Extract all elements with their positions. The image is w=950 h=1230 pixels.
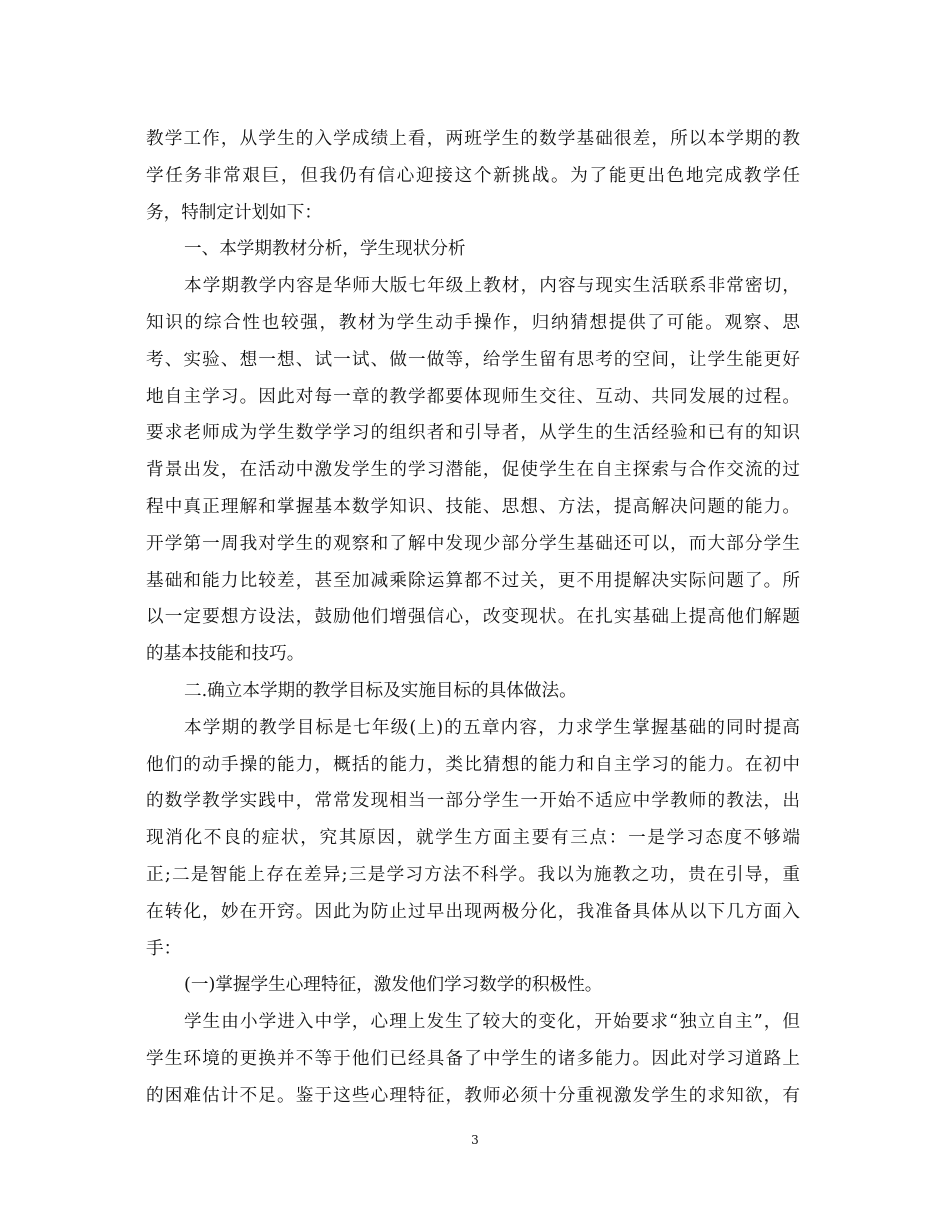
text-line: 手： — [146, 938, 182, 959]
text-line: 正;二是智能上存在差异;三是学习方法不科学。我以为施教之功，贵在引导，重 — [146, 864, 800, 885]
text-line: 在转化，妙在开窍。因此为防止过早出现两极分化，我准备具体从以下几方面入 — [146, 901, 800, 922]
text-line: 的数学教学实践中，常常发现相当一部分学生一开始不适应中学教师的教法，出 — [146, 791, 800, 812]
text-line: 他们的动手操的能力，概括的能力，类比猜想的能力和自主学习的能力。在初中 — [146, 754, 800, 775]
text-line: 的困难估计不足。鉴于这些心理特征，教师必须十分重视激发学生的求知欲，有 — [146, 1085, 800, 1106]
subsection-heading: (一)掌握学生心理特征，激发他们学习数学的积极性。 — [184, 975, 603, 996]
text-line: 基础和能力比较差，甚至加减乘除运算都不过关，更不用提解决实际问题了。所 — [146, 570, 800, 591]
text-line: 学生由小学进入中学，心理上发生了较大的变化，开始要求“独立自主”，但 — [184, 1012, 800, 1033]
text-line: 教学工作，从学生的入学成绩上看，两班学生的数学基础很差，所以本学期的教 — [146, 129, 800, 149]
text-line: 知识的综合性也较强，教材为学生动手操作，归纳猜想提供了可能。观察、思 — [146, 312, 800, 333]
text-line: 本学期教学内容是华师大版七年级上教材，内容与现实生活联系非常密切， — [184, 276, 800, 297]
text-line: 务，特制定计划如下： — [146, 202, 322, 223]
section-heading: 二.确立本学期的教学目标及实施目标的具体做法。 — [184, 680, 577, 701]
text-line: 本学期的教学目标是七年级(上)的五章内容，力求学生掌握基础的同时提高 — [184, 717, 800, 738]
text-line: 程中真正理解和掌握基本数学知识、技能、思想、方法，提高解决问题的能力。 — [146, 496, 800, 517]
text-line: 学生环境的更换并不等于他们已经具备了中学生的诸多能力。因此对学习道路上 — [146, 1048, 800, 1069]
page-number: 3 — [471, 1133, 479, 1147]
text-line: 现消化不良的症状，究其原因，就学生方面主要有三点：一是学习态度不够端 — [146, 828, 800, 849]
text-line: 以一定要想方设法，鼓励他们增强信心，改变现状。在扎实基础上提高他们解题 — [146, 607, 800, 628]
text-line: 要求老师成为学生数学学习的组织者和引导者，从学生的生活经验和已有的知识 — [146, 423, 800, 444]
text-line: 的基本技能和技巧。 — [146, 644, 305, 665]
text-line: 背景出发，在活动中激发学生的学习潜能，促使学生在自主探索与合作交流的过 — [146, 460, 800, 481]
body-text — [146, 121, 800, 1115]
text-line: 开学第一周我对学生的观察和了解中发现少部分学生基础还可以，而大部分学生 — [146, 533, 800, 554]
text-line: 考、实验、想一想、试一试、做一做等，给学生留有思考的空间，让学生能更好 — [146, 349, 800, 370]
text-line: 地自主学习。因此对每一章的教学都要体现师生交往、互动、共同发展的过程。 — [146, 386, 800, 407]
text-line: 学任务非常艰巨，但我仍有信心迎接这个新挑战。为了能更出色地完成教学任 — [146, 165, 800, 186]
section-heading: 一、本学期教材分析，学生现状分析 — [184, 239, 466, 260]
